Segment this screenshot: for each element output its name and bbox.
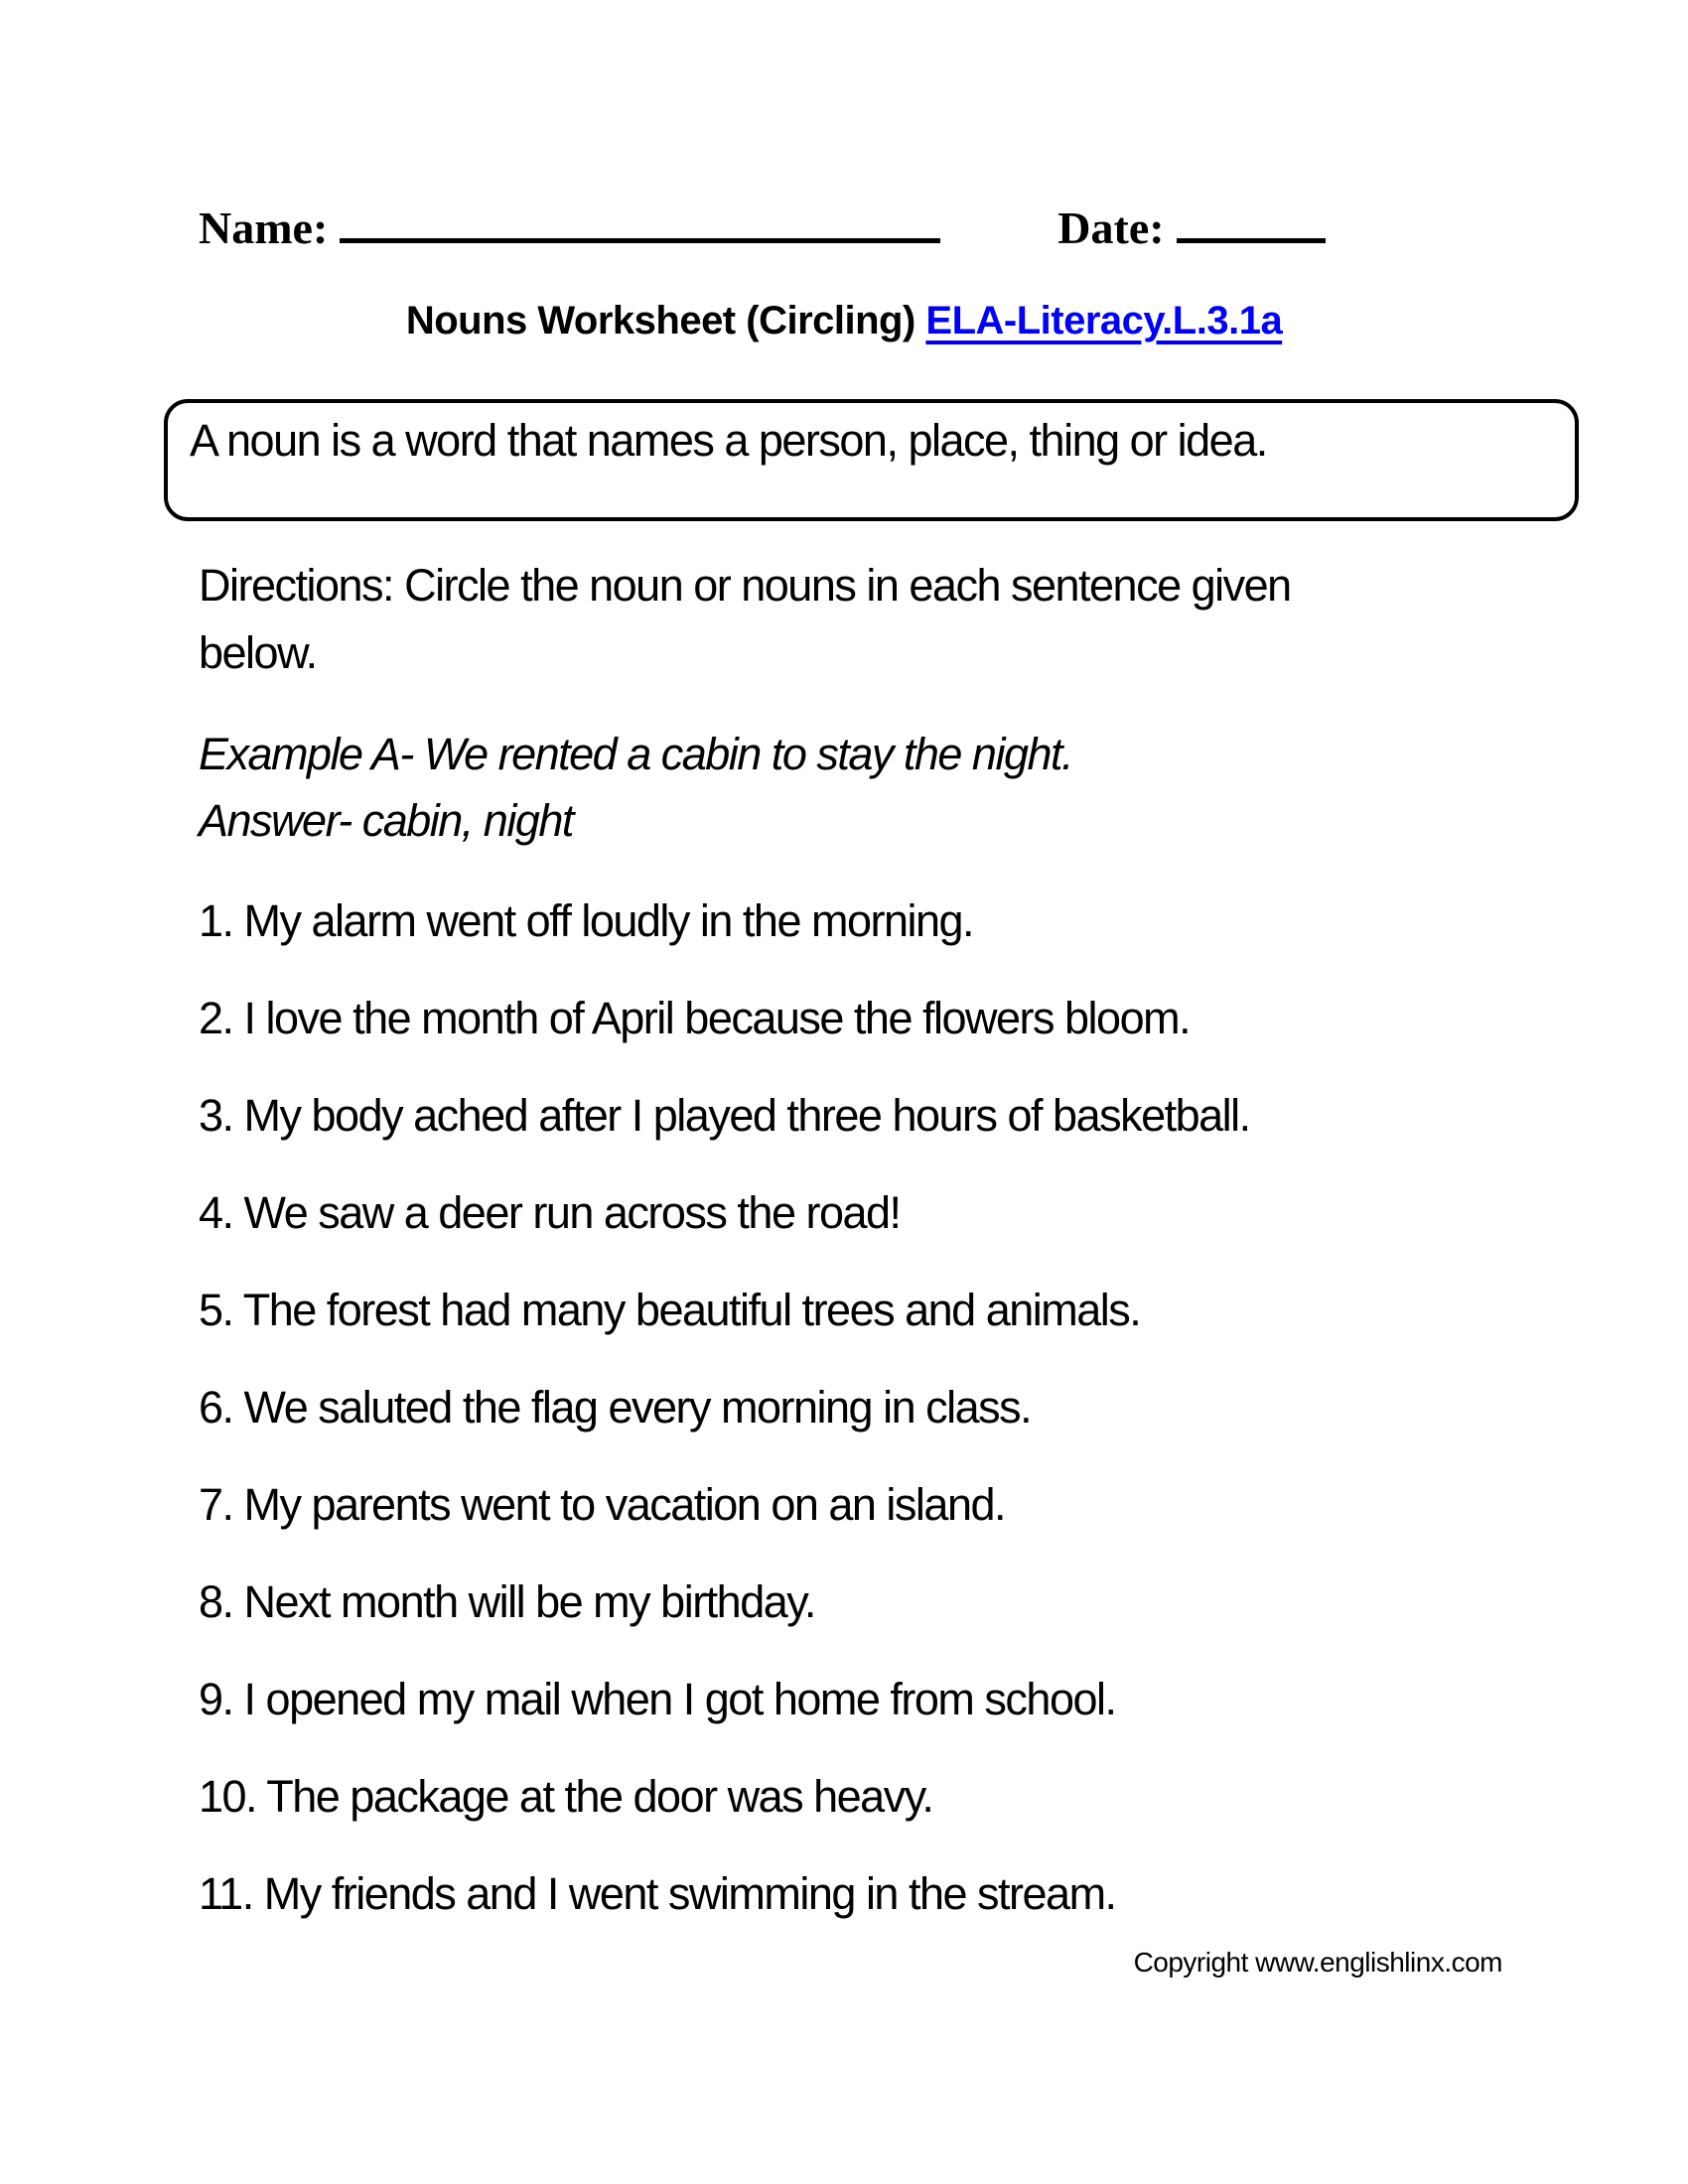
example-block — [199, 721, 1072, 854]
sentence-item: 5. The forest had many beautiful trees and animals. — [199, 1285, 1141, 1335]
header-row — [199, 199, 1589, 258]
copyright-text: Copyright www.englishlinx.com — [1133, 1947, 1502, 1978]
directions-text — [199, 552, 1291, 687]
sentence-list — [199, 895, 1250, 1969]
page-title — [0, 294, 1688, 347]
sentence-item: 10. The package at the door was heavy. — [199, 1771, 933, 1822]
name-blank-line — [340, 237, 940, 243]
name-label: Name: — [199, 203, 329, 253]
example-sentence: Example A- We rented a cabin to stay the night. — [199, 729, 1073, 779]
sentence-item: 11. My friends and I went swimming in the stream. — [199, 1868, 1116, 1919]
sentence-item: 3. My body ached after I played three hours of basketball. — [199, 1090, 1250, 1141]
example-answer: Answer- cabin, night — [199, 795, 573, 846]
sentence-item: 9. I opened my mail when I got home from school. — [199, 1674, 1116, 1724]
sentence-item: 1. My alarm went off loudly in the morning. — [199, 895, 974, 946]
worksheet-title-text: Nouns Worksheet (Circling) — [405, 299, 926, 342]
sentence-item: 4. We saw a deer run across the road! — [199, 1187, 901, 1238]
directions-line-2: below. — [199, 627, 317, 678]
sentence-item: 7. My parents went to vacation on an island. — [199, 1479, 1006, 1530]
sentence-item: 6. We saluted the flag every morning in class. — [199, 1382, 1032, 1433]
date-blank-line — [1177, 237, 1326, 243]
sentence-item: 8. Next month will be my birthday. — [199, 1576, 815, 1627]
definition-text: A noun is a word that names a person, place, thing or idea. — [190, 415, 1267, 466]
definition-box — [164, 399, 1579, 521]
directions-line-1: Directions: Circle the noun or nouns in each sentence given — [199, 560, 1291, 611]
standard-link[interactable]: ELA-Literacy.L.3.1a — [925, 299, 1283, 342]
date-label: Date: — [1057, 203, 1165, 253]
sentence-item: 2. I love the month of April because the flowers bloom. — [199, 993, 1191, 1043]
